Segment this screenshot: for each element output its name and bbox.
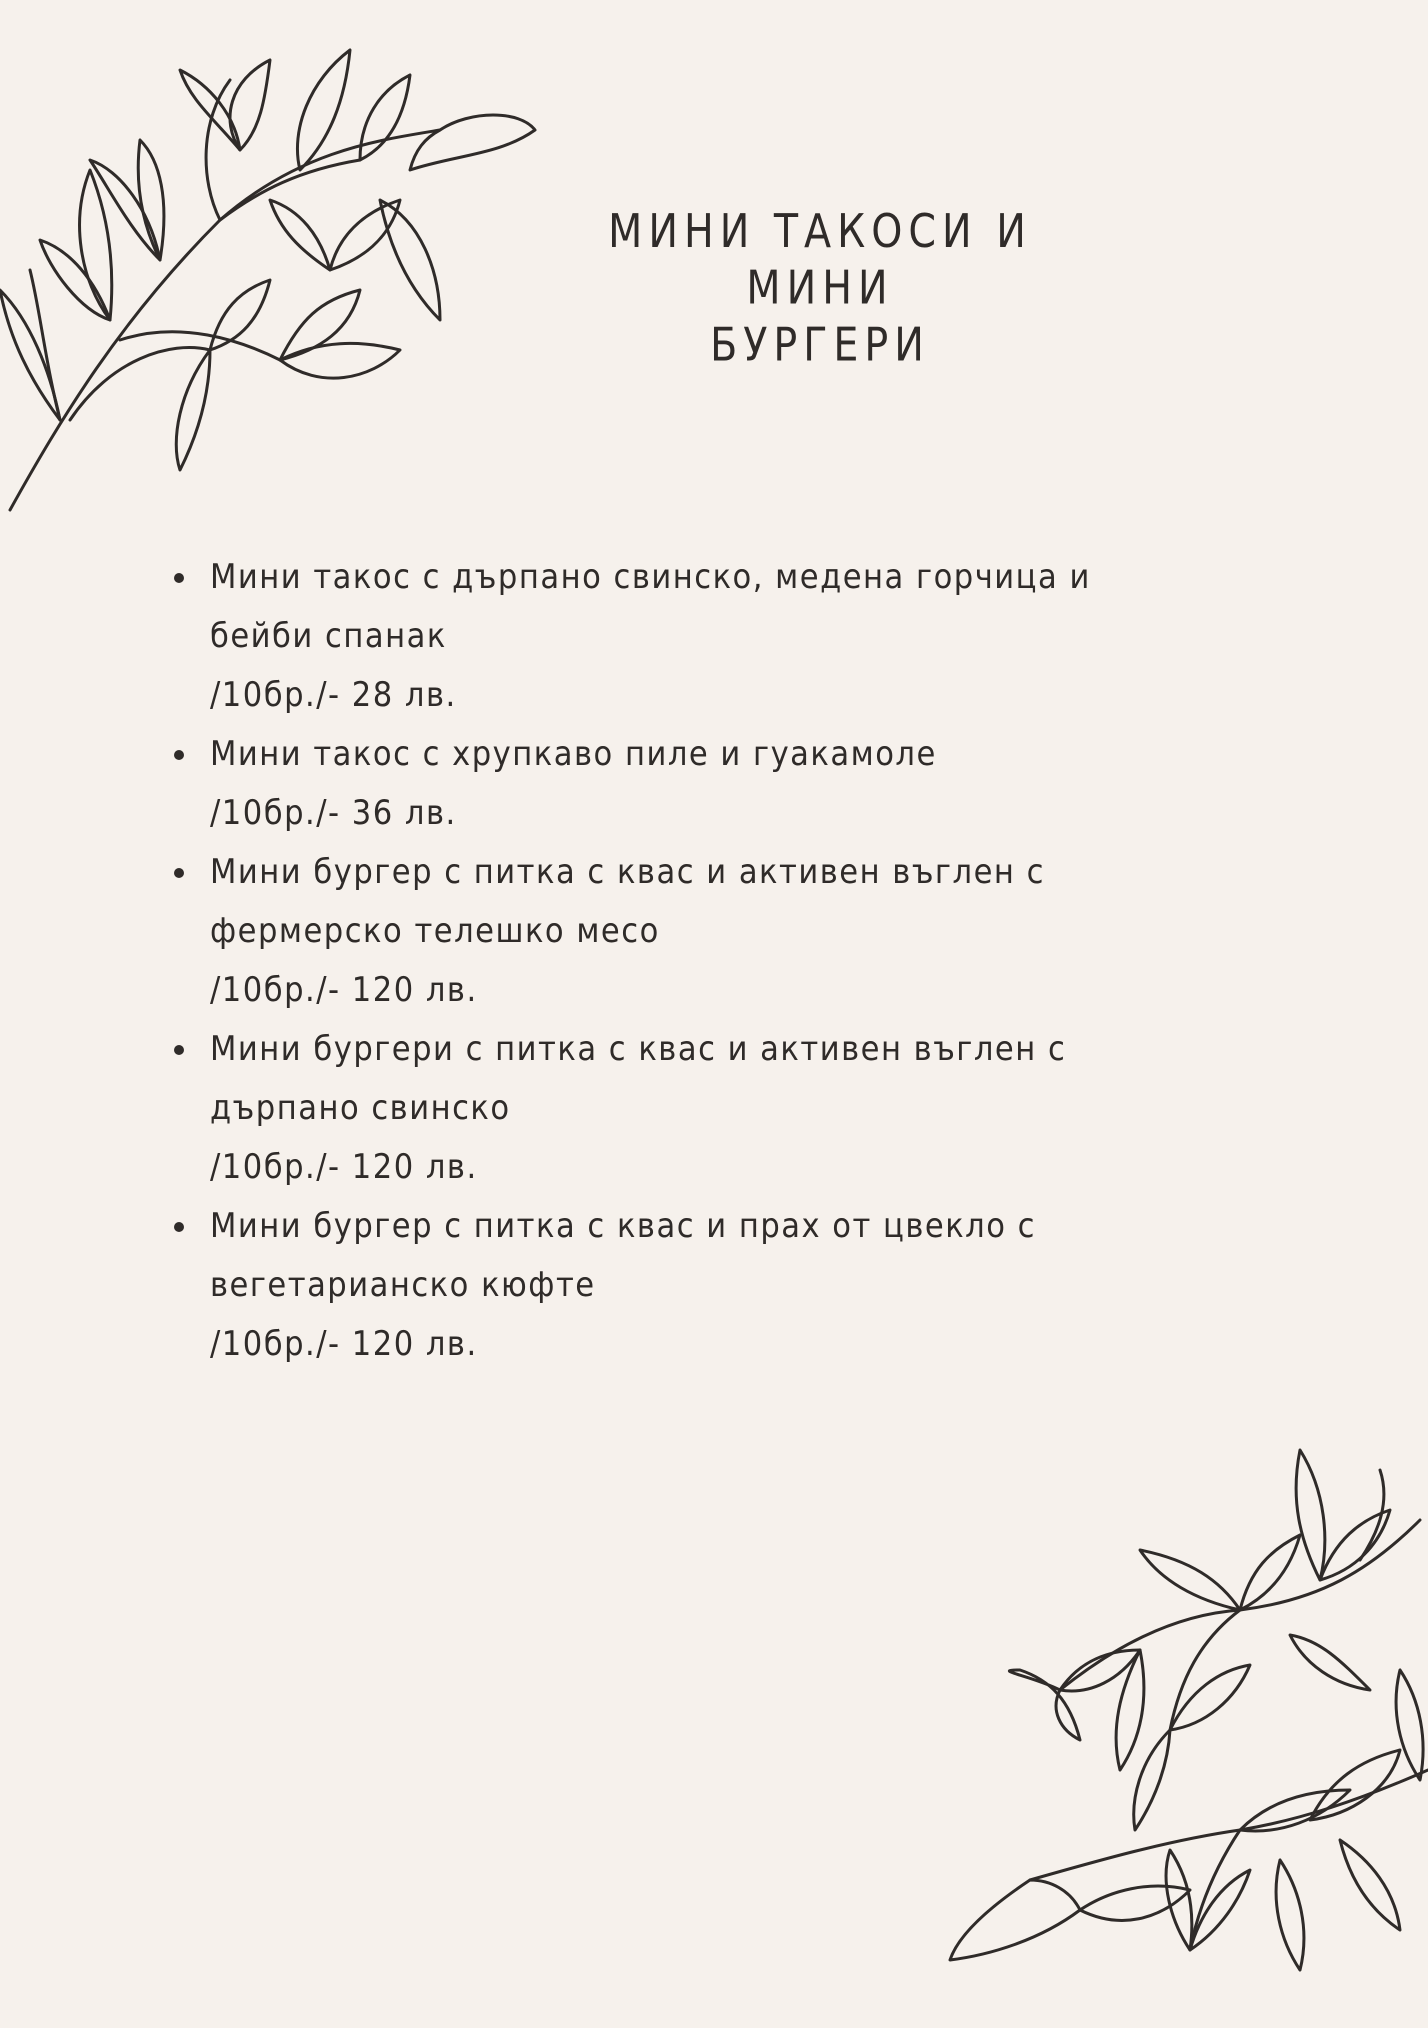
leaf-branch-top-left-icon [0, 20, 560, 520]
item-text: Мини бургери с питка с квас и активен въглен с [210, 1029, 1067, 1069]
item-price: /10бр./- 28 лв. [210, 675, 457, 715]
item-price: /10бр./- 120 лв. [210, 1324, 478, 1364]
item-text: бейби спанак [210, 616, 447, 656]
item-text: фермерско телешко месо [210, 911, 660, 951]
list-item [172, 1020, 1172, 1197]
item-text: Мини такос с дърпано свинско, медена горчица и [210, 557, 1091, 597]
list-item [172, 725, 1172, 843]
list-item [172, 1197, 1172, 1374]
page-title [560, 204, 1080, 374]
item-text: дърпано свинско [210, 1088, 511, 1128]
item-price: /10бр./- 120 лв. [210, 1147, 478, 1187]
list-item [172, 843, 1172, 1020]
item-text: Мини такос с хрупкаво пиле и гуакамоле [210, 734, 937, 774]
item-price: /10бр./- 36 лв. [210, 793, 457, 833]
menu-list [172, 548, 1172, 1374]
page-title-line-1: МИНИ ТАКОСИ И МИНИ [608, 205, 1032, 316]
item-price: /10бр./- 120 лв. [210, 970, 478, 1010]
item-text: вегетарианско кюфте [210, 1265, 596, 1305]
page-title-line-2: БУРГЕРИ [710, 318, 930, 372]
item-text: Мини бургер с питка с квас и прах от цвекло с [210, 1206, 1036, 1246]
leaf-branch-bottom-right-icon [940, 1440, 1428, 2000]
item-text: Мини бургер с питка с квас и активен въглен с [210, 852, 1045, 892]
list-item [172, 548, 1172, 725]
